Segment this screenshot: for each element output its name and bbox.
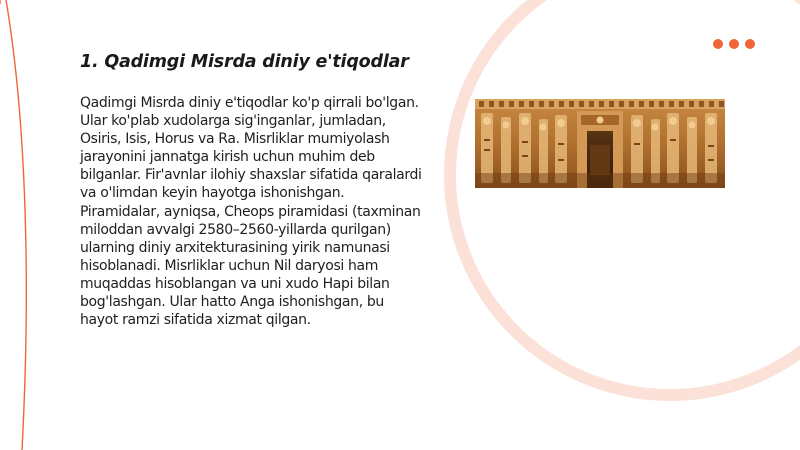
egyptian-carvings-image	[475, 99, 725, 188]
three-dots-icon	[713, 38, 757, 50]
dot-3	[745, 39, 755, 49]
dot-1	[713, 39, 723, 49]
decor-arc	[450, 0, 800, 395]
dot-2	[729, 39, 739, 49]
slide-body-text: Qadimgi Misrda diniy e'tiqodlar ko'p qirrali bo'lgan. Ular ko'plab xudolarga sig'inganlar, jumladan, Osiris, Isis, Horus va Ra. Misrliklar mumiyolash jarayonini jannatga kirish uchun muhim deb bilganlar. Fir'avnlar ilohiy shaxslar sifatida qaralardi va o'limdan keyin hayotga ishonishgan. Piramidalar, ayniqsa, Cheops piramidasi (taxminan miloddan avvalgi 2580–2560-yillarda qurilgan) ularning diniy arxitekturasining yirik namunasi hisoblanadi. Misrliklar uchun Nil daryosi ham muqaddas hisoblangan va uni xudo Hapi bilan bog'lashgan. Ular hatto Anga ishonishgan, bu hayot ramzi sifatida xizmat qilgan.	[80, 95, 422, 329]
decor-left-line	[0, 0, 26, 450]
egyptian-carvings-svg	[475, 99, 725, 188]
slide-title: 1. Qadimgi Misrda diniy e'tiqodlar	[80, 52, 409, 72]
